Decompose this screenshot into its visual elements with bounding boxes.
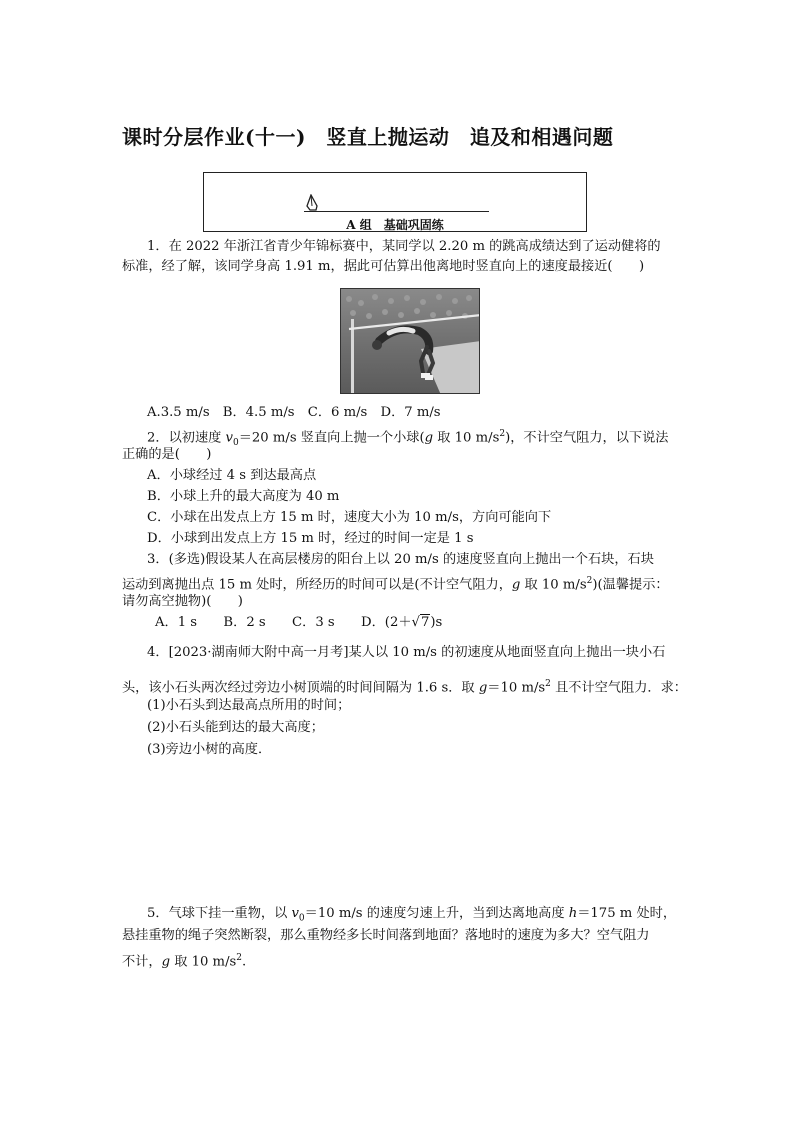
q5-line1: 5．气球下挂一重物，以 $v_0=10$ m/s 的速度匀速上升，当到达离地高度 h＝175 m 处时， [147, 906, 677, 924]
q2-option-c: C．小球在出发点上方 15 m 时，速度大小为 10 m/s，方向可能向下 [147, 510, 552, 525]
q5-line2: 悬挂重物的绳子突然断裂，那么重物经多长时间落到地面？落地时的速度为多大？空气阻力 [122, 928, 650, 943]
q1-line2: 标准，经了解，该同学身高 1.91 m，据此可估算出他离地时竖直向上的速度最接近( ) [122, 259, 645, 274]
section-header-box [203, 172, 587, 232]
q2-option-d: D．小球到出发点上方 15 m 时，经过的时间一定是 1 s [147, 531, 474, 546]
q4-line1: 4．[2023·湖南师大附中高一月考]某人以 10 m/s 的初速度从地面竖直向上抛出一块小石 [147, 645, 666, 660]
high-jump-illustration [341, 289, 480, 394]
q4-sub3: (3)旁边小树的高度． [147, 742, 272, 757]
q3-line2: 运动到离抛出点 15 m 处时，所经历的时间可以是(不计空气阻力，g 取 10 $m/s^2$)(温馨提示： [122, 576, 669, 593]
q2-line1: 2．以初速度 $v_0=20$ m/s 竖直向上抛一个小球(g 取 10 $m/s^2$)，不计空气阻力，以下说法 [147, 429, 669, 449]
section-divider [304, 211, 489, 212]
q3-options: A．1 s B．2 s C．3 s D．(2＋√7)s [155, 615, 443, 630]
q3-line3: 请勿高空抛物)( ) [122, 594, 243, 609]
q1-options: A.3.5 m/s B．4.5 m/s C．6 m/s D．7 m/s [147, 405, 441, 420]
q4-line2: 头，该小石头两次经过旁边小树顶端的时间间隔为 1.6 s．取 g＝10 $m/s^2$ 且不计空气阻力．求： [122, 679, 687, 696]
q5-line3: 不计，g 取 10 $m/s^2$. [122, 953, 247, 970]
section-label: A 组 基础巩固练 [346, 218, 444, 232]
page-title: 课时分层作业(十一) 竖直上抛运动 追及和相遇问题 [122, 125, 614, 149]
q4-sub1: (1)小石头到达最高点所用的时间； [147, 698, 351, 713]
q1-line1: 1．在 2022 年浙江省青少年锦标赛中，某同学以 2.20 m 的跳高成绩达到了运动健将的 [147, 239, 661, 254]
high-jump-photo [340, 288, 480, 394]
q2-option-a: A．小球经过 4 s 到达最高点 [147, 468, 317, 483]
q4-sub2: (2)小石头能到达的最大高度； [147, 720, 324, 735]
q2-option-b: B．小球上升的最大高度为 40 m [147, 489, 340, 504]
q2-line2: 正确的是( ) [122, 447, 212, 462]
q3-line1: 3．(多选)假设某人在高层楼房的阳台上以 20 m/s 的速度竖直向上抛出一个石块，石块 [147, 552, 654, 567]
pen-nib-icon [305, 194, 319, 212]
